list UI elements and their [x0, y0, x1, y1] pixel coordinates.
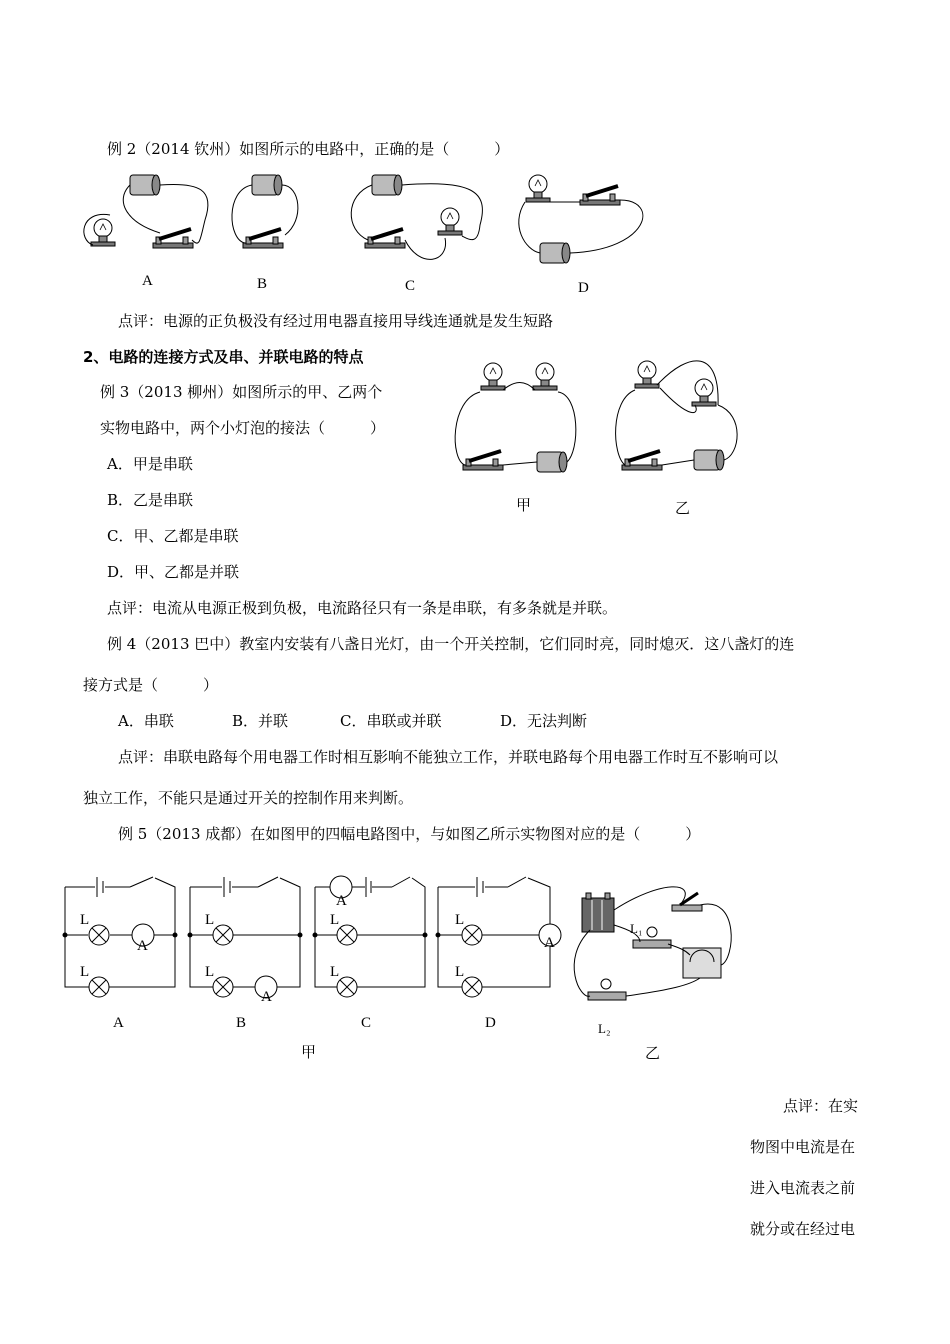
ex4-option-c: C．串联或并联: [340, 712, 442, 730]
ex5-label-c: C: [361, 1015, 372, 1031]
ex5-yi-l1-label: L₁: [630, 921, 643, 936]
ex5-comment-line2: 物图中电流是在: [750, 1138, 856, 1156]
ex5-c-meter-label: A: [336, 893, 347, 909]
ex4-comment-line1: 点评：串联电路每个用电器工作时相互影响不能独立工作，并联电路每个用电器工作时互不影响可以: [118, 748, 779, 766]
ex3-option-a: A．甲是串联: [107, 455, 193, 473]
ex5-b-meter-label: A: [261, 989, 272, 1005]
ex5-a-l1-label: L: [80, 912, 90, 928]
ex5-physical-circuit: [574, 887, 731, 1000]
ex3-option-c: C．甲、乙都是串联: [107, 527, 239, 545]
ex2-question: 例 2（2014 钦州）如图所示的电路中，正确的是（ ）: [107, 140, 510, 158]
ex5-comment-line3: 进入电流表之前: [750, 1179, 856, 1197]
ex2-label-d: D: [578, 280, 589, 296]
ex5-fig-label-jia: 甲: [301, 1043, 317, 1061]
ex4-option-b: B．并联: [232, 712, 289, 730]
ex3-option-b: B．乙是串联: [107, 491, 194, 509]
ex5-comment-line4: 就分或在经过电: [750, 1220, 856, 1238]
ex5-a-meter-label: A: [137, 938, 148, 954]
ex5-d-meter-label: A: [544, 935, 555, 951]
ex3-fig-label-yi: 乙: [675, 499, 691, 517]
ex4-question-line2: 接方式是（ ）: [83, 676, 219, 694]
ex2-comment: 点评：电源的正负极没有经过用电器直接用导线连通就是发生短路: [118, 312, 554, 330]
ex5-comment-line1: 点评：在实: [783, 1097, 859, 1115]
ex5-fig-label-yi: 乙: [645, 1044, 661, 1062]
ex5-label-a: A: [113, 1015, 124, 1031]
ex5-question: 例 5（2013 成都）在如图甲的四幅电路图中，与如图乙所示实物图对应的是（ ）: [118, 825, 701, 843]
ex3-question-line2: 实物电路中，两个小灯泡的接法（ ）: [100, 419, 386, 437]
ex5-d-l1-label: L: [455, 912, 465, 928]
ex5-yi-l2-label: L₂: [598, 1021, 611, 1036]
ex5-b-l2-label: L: [205, 964, 215, 980]
ex5-c-l2-label: L: [330, 964, 340, 980]
ex4-option-a: A．串联: [118, 712, 174, 730]
ex5-c-l1-label: L: [330, 912, 340, 928]
ex3-question-line1: 例 3（2013 柳州）如图所示的甲、乙两个: [100, 383, 383, 401]
ex4-option-d: D．无法判断: [500, 712, 588, 730]
ex5-label-b: B: [236, 1015, 247, 1031]
ex5-b-l1-label: L: [205, 912, 215, 928]
ex5-label-d: D: [485, 1015, 496, 1031]
ex2-label-b: B: [257, 276, 268, 292]
ex3-option-d: D．甲、乙都是并联: [107, 563, 240, 581]
ex4-comment-line2: 独立工作，不能只是通过开关的控制作用来判断。: [83, 789, 414, 807]
ex5-d-l2-label: L: [455, 964, 465, 980]
ex3-fig-label-jia: 甲: [516, 496, 532, 514]
ex2-label-c: C: [405, 278, 416, 294]
ex4-question-line1: 例 4（2013 巴中）教室内安装有八盏日光灯，由一个开关控制，它们同时亮，同时熄灭．这八盏灯的连: [107, 635, 795, 653]
section-2-title: 2、电路的连接方式及串、并联电路的特点: [83, 348, 364, 366]
ex5-a-l2-label: L: [80, 964, 90, 980]
ex2-label-a: A: [142, 273, 153, 289]
ex3-comment: 点评：电流从电源正极到负极，电流路径只有一条是串联，有多条就是并联。: [107, 599, 618, 617]
